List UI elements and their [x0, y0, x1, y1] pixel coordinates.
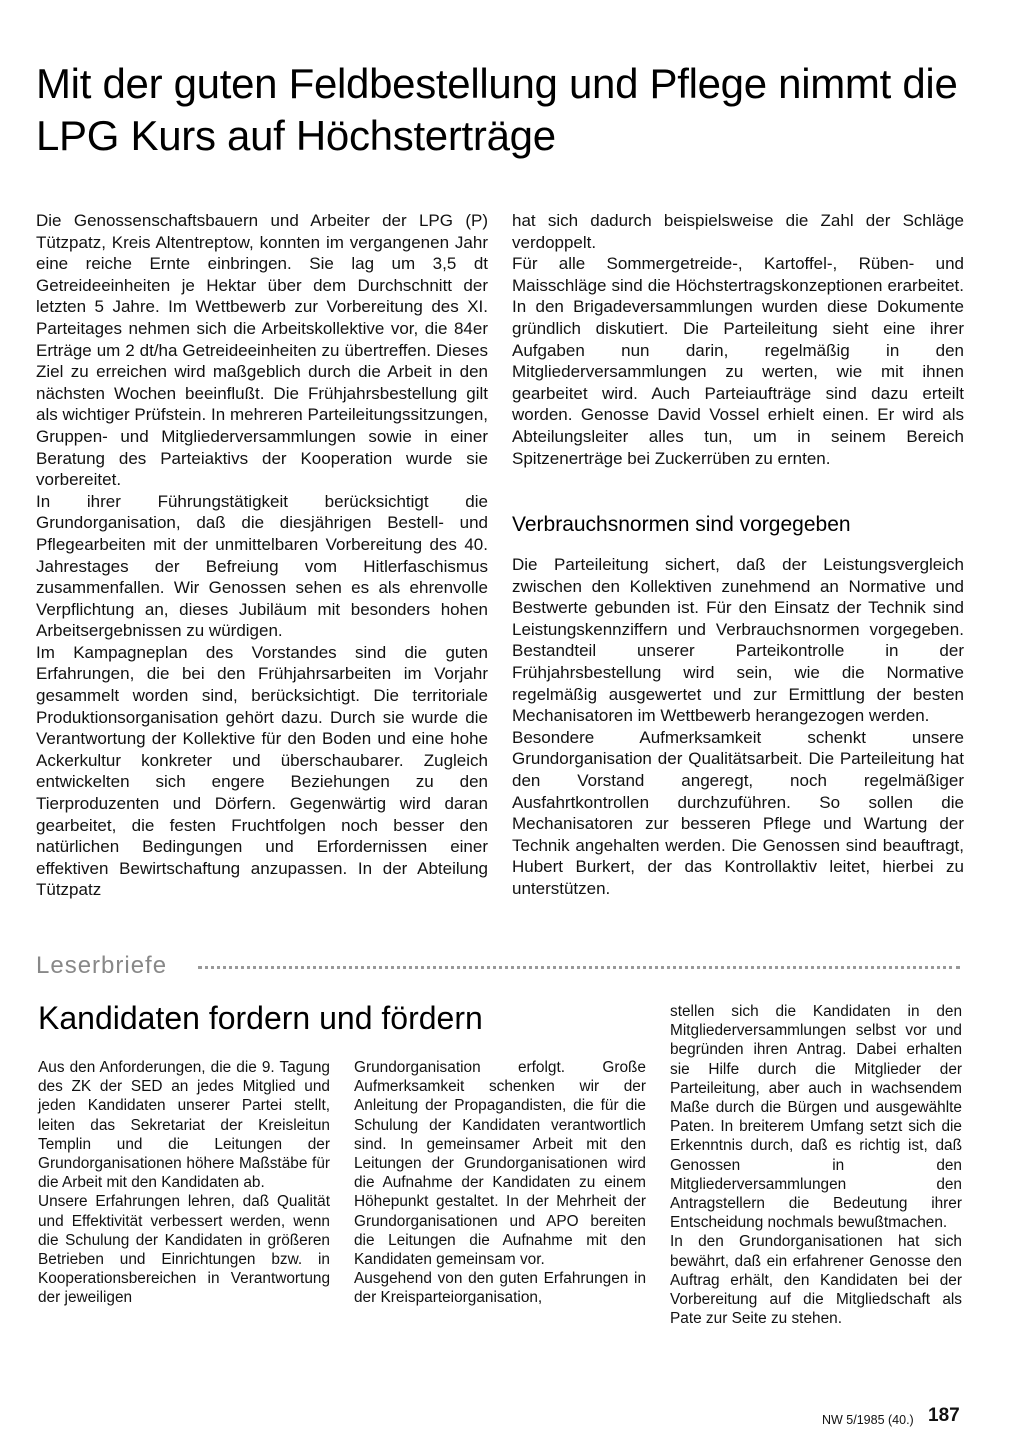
paragraph: Grundorganisation erfolgt. Große Aufmerksamkeit schenken wir der Anleitung der Propagandisten, die für die Schulung der Kandidaten verantwortlich sind. In gemeinsamer Arbeit mit den Leitungen der Grundorganisationen wird die Aufnahme der Kandidaten zu einem Höhepunkt gestaltet. In der Mehrheit der Grundorganisationen und APO bereiten die Leitungen die Aufnahme mit den Kandidaten gemeinsam vor.	[354, 1059, 646, 1269]
paragraph: In ihrer Führungstätigkeit berücksichtigt die Grundorganisation, daß die diesjährigen Bestell- und Pflegearbeiten mit der unmittelbaren Vorbereitung des 40. Jahrestages der Befreiung vom Hitlerfaschismus zusammenfallen. Wir Genossen sehen es als ehrenvolle Verpflichtung an, dieses Jubiläum mit besonders hohen Arbeitsergebnissen zu würdigen.	[36, 491, 488, 641]
paragraph: Aus den Anforderungen, die die 9. Tagung des ZK der SED an jedes Mitglied und jeden Kandidaten unserer Partei stellt, leiten das Sekretariat der Kreisleitun Templin und die Leitungen der Grundorganisationen höhere Maßstäbe für die Arbeit mit den Kandidaten ab.	[38, 1059, 330, 1192]
paragraph: Die Genossenschaftsbauern und Arbeiter der LPG (P) Tützpatz, Kreis Altentreptow, konnten im vergangenen Jahr eine reiche Ernte einbringen. Sie lag um 3,5 dt Getreideeinheiten je Hektar über dem Durchschnitt der letzten 5 Jahre. Im Wettbewerb zur Vorbereitung des XI. Parteitages nehmen sich die Arbeitskollektive vor, die 84er Erträge um 2 dt/ha Getreideeinheiten zu übertreffen. Dieses Ziel zu erreichen wird maßgeblich durch die Arbeit in den nächsten Wochen beeinflußt. Die Frühjahrsbestellung gilt als wichtiger Prüfstein. In mehreren Parteileitungssitzungen, Gruppen- und Mitgliederversammlungen sowie in einer Beratung des Parteiaktivs der Kooperation wurde sie vorbereitet.	[36, 211, 488, 490]
page-number: 187	[928, 1405, 960, 1426]
paragraph: Im Kampagneplan des Vorstandes sind die guten Erfahrungen, die bei den Frühjahrsarbeiten im Vorjahr gesammelt worden sind, berücksichtigt. Die territoriale Produktionsorganisation gehört dazu. Durch sie wurde die Verantwortung der Kollektive für den Boden und eine hohe Ackerkultur konkreter und überschaubarer. Zugleich entwickelten sich engere Beziehungen zu den Tierproduzenten und Dörfern. Gegenwärtig wird daran gearbeitet, die festen Fruchtfolgen noch besser den natürlichen Bedingungen und Erfordernissen einer effektiven Bewirtschaftung anzupassen. In der Abteilung Tützpatz	[36, 642, 488, 900]
paragraph: Ausgehend von den guten Erfahrungen in der Kreisparteiorganisation,	[354, 1270, 646, 1307]
paragraph: Besondere Aufmerksamkeit schenkt unsere Grundorganisation der Qualitätsarbeit. Die Parteileitung hat den Vorstand angeregt, noch regelmäßiger Ausfahrtkontrollen durchzuführen. So sollen die Mechanisatoren zur besseren Pflege und Wartung der Technik angehalten werden. Die Genossen sind beauftragt, Hubert Burkert, der das Kontrollaktiv leitet, hierbei zu unterstützen.	[512, 727, 964, 898]
paragraph: stellen sich die Kandidaten in den Mitgliederversammlungen selbst vor und begründen ihren Antrag. Dabei erhalten sie Hilfe durch die Mitglieder der Parteileitung, aber auch in wachsendem Maße durch die Bürgen und ausgewählte Paten. In breiterem Umfang setzt sich die Erkenntnis durch, daß es richtig ist, daß Genossen in den Mitgliederversammlungen den Antragstellern die Bedeutung ihrer Entscheidung nochmals bewußtmachen.	[670, 1003, 962, 1232]
article2-column-2	[354, 1058, 646, 1308]
article2-title: Kandidaten fordern und fördern	[38, 1000, 483, 1036]
article1-column-2	[512, 210, 964, 469]
article1-column-3	[512, 554, 964, 900]
paragraph: Unsere Erfahrungen lehren, daß Qualität und Effektivität verbessert werden, wenn die Schulung der Kandidaten in größeren Betrieben und Einrichtungen bzw. in Kooperationsbereichen in Verantwortung der jeweiligen	[38, 1193, 330, 1307]
paragraph: In den Grundorganisationen hat sich bewährt, daß ein erfahrener Genosse den Auftrag erhält, den Kandidaten bei der Vorbereitung auf die Mitgliedschaft als Pate zur Seite zu stehen.	[670, 1233, 962, 1328]
paragraph: Die Parteileitung sichert, daß der Leistungsvergleich zwischen den Kollektiven zunehmend an Normative und Bestwerte gebunden ist. Für den Einsatz der Technik sind Leistungskennziffern und Verbrauchsnormen vorgegeben. Bestandteil unserer Parteikontrolle in der Frühjahrsbestellung wird sein, wie die Normative regelmäßig ausgewertet und zur Ermittlung der besten Mechanisatoren im Wettbewerb herangezogen werden.	[512, 555, 964, 726]
section-label: Leserbriefe	[36, 952, 168, 979]
article1-subheading: Verbrauchsnormen sind vorgegeben	[512, 513, 851, 536]
article1-column-1	[36, 210, 488, 901]
article2-column-1	[38, 1058, 330, 1308]
footer-source: NW 5/1985 (40.)	[822, 1413, 914, 1427]
paragraph: Für alle Sommergetreide-, Kartoffel-, Rüben- und Maisschläge sind die Höchstertragskonzeptionen erarbeitet. In den Brigadeversammlungen wurden diese Dokumente gründlich diskutiert. Die Parteileitung sieht eine ihrer Aufgaben nun darin, regelmäßig in den Mitgliederversammlungen zu werten, wie mit ihnen gearbeitet wird. Auch Parteiaufträge sind dazu erteilt worden. Genosse David Vossel erhielt einen. Er wird als Abteilungsleiter alles tun, um in seinem Bereich Spitzenerträge bei Zuckerrüben zu ernten.	[512, 254, 964, 468]
paragraph: hat sich dadurch beispielsweise die Zahl der Schläge verdoppelt.	[512, 211, 964, 252]
article-headline: Mit der guten Feldbestellung und Pflege nimmt die LPG Kurs auf Höchsterträge	[36, 60, 958, 159]
section-divider	[198, 966, 960, 969]
article2-column-3	[670, 1002, 962, 1328]
